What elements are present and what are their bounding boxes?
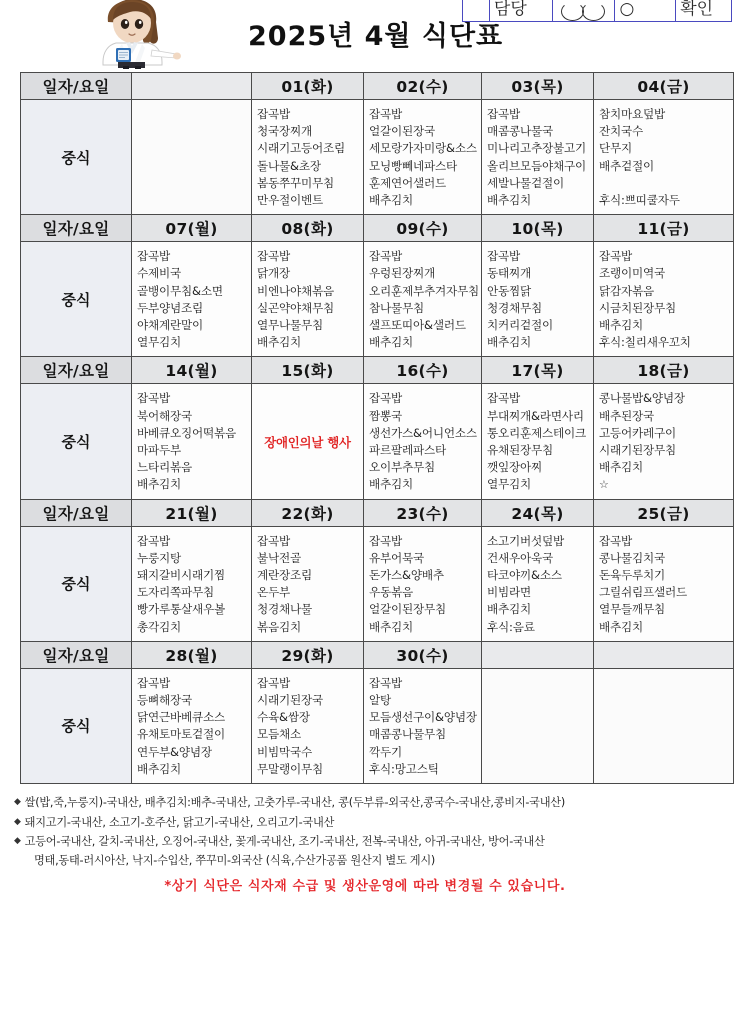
menu-item: 연두부&양념장 (137, 744, 212, 759)
menu-cell (252, 100, 364, 215)
menu-item: 배추김치 (369, 619, 413, 634)
week-header-row (21, 357, 734, 384)
menu-item: 배추김치 (487, 335, 531, 350)
menu-item: 잡곡밥 (257, 533, 290, 548)
menu-item: 도자리쪽파무침 (137, 585, 214, 600)
stamp-signature-ovals-icon (561, 2, 607, 20)
menu-cell (252, 242, 364, 357)
menu-item: 그릴쉬림프샐러드 (599, 585, 687, 600)
menu-item: 수제비국 (137, 266, 181, 281)
menu-item: 배추김치 (369, 335, 413, 350)
menu-item: 봄동쭈꾸미무침 (257, 175, 334, 190)
menu-item: 열무나물무침 (257, 318, 323, 333)
menu-item: 잡곡밥 (369, 533, 402, 548)
bullet-icon: ◆ (14, 797, 21, 808)
menu-item: 훈제연어샐러드 (369, 175, 446, 190)
change-notice: *상기 식단은 식자재 수급 및 생산운영에 따라 변경될 수 있습니다. (164, 879, 566, 895)
menu-item: 얼갈이된장무침 (369, 602, 446, 617)
bullet-icon: ◆ (14, 836, 21, 847)
menu-cell-empty (594, 668, 734, 783)
menu-item: 유채된장무침 (487, 443, 553, 458)
menu-item: 깻잎장아찌 (487, 460, 542, 475)
menu-cell (482, 100, 594, 215)
menu-item: 배추김치 (599, 318, 643, 333)
menu-cell (364, 526, 482, 641)
day-header: 03(목) (482, 73, 594, 100)
menu-item: 마파두부 (137, 443, 181, 458)
approval-stamp-box (462, 0, 732, 22)
menu-item: 잡곡밥 (599, 533, 632, 548)
week-menu-row (21, 384, 734, 499)
menu-item: 배추김치 (257, 335, 301, 350)
menu-item: 매콤콩나물무침 (369, 727, 446, 742)
menu-item: 열무김치 (487, 477, 531, 492)
origin-text: 쌀(밥,죽,누룽지)-국내산, 배추김치:배추-국내산, 고춧가루-국내산, 콩(두부류-외국산,콩국수-국내산,콩비지-국내산) (24, 796, 565, 810)
menu-cell (252, 668, 364, 783)
menu-cell (364, 100, 482, 215)
menu-item: 닭감자볶음 (599, 283, 654, 298)
menu-item: 잡곡밥 (137, 675, 170, 690)
page-title: 2025년 4월 식단표 (248, 21, 504, 52)
menu-item: 소고기버섯덮밥 (487, 533, 564, 548)
stamp-handwriting-3: 확인 (680, 0, 714, 19)
menu-item: 후식:칠리새우꼬치 (599, 335, 691, 350)
day-header-empty (594, 641, 734, 668)
day-header: 09(수) (364, 215, 482, 242)
origin-line-continuation: 명태,동태-러시아산, 낙지-수입산, 쭈꾸미-외국산 (식육,수산가공품 원산지 별도 게시) (34, 853, 436, 867)
menu-item: 온두부 (257, 585, 290, 600)
special-event-cell (252, 384, 364, 499)
menu-item: 알탕 (369, 693, 391, 708)
menu-item: 잡곡밥 (487, 249, 520, 264)
menu-item: 배추겉절이 (599, 158, 654, 173)
column-header-date-weekday: 일자/요일 (21, 641, 132, 668)
menu-item: 배추김치 (137, 761, 181, 776)
menu-item: 오리훈제부추겨자무침 (369, 283, 479, 298)
menu-cell (132, 384, 252, 499)
column-header-date-weekday: 일자/요일 (21, 357, 132, 384)
day-header: 01(화) (252, 73, 364, 100)
menu-item: 두부양념조림 (137, 300, 203, 315)
day-header: 25(금) (594, 499, 734, 526)
menu-cell (594, 384, 734, 499)
week-header-row (21, 73, 734, 100)
menu-item: 무말랭이무침 (257, 761, 323, 776)
day-header-empty (132, 73, 252, 100)
menu-cell-empty (482, 668, 594, 783)
day-header: 29(화) (252, 641, 364, 668)
page-header (0, 0, 753, 72)
menu-item: 후식:망고스틱 (369, 761, 439, 776)
menu-item: 모닝빵뻬네파스타 (369, 158, 457, 173)
menu-item: 샐프또띠아&샐러드 (369, 318, 466, 333)
origin-line (14, 813, 744, 833)
menu-item: 짬뽕국 (369, 408, 402, 423)
day-header: 28(월) (132, 641, 252, 668)
column-header-date-weekday: 일자/요일 (21, 73, 132, 100)
menu-item: 잡곡밥 (487, 391, 520, 406)
day-header: 22(화) (252, 499, 364, 526)
menu-item: 시래기고등어조림 (257, 141, 345, 156)
menu-item: 우렁된장찌개 (369, 266, 435, 281)
menu-item: 잡곡밥 (137, 533, 170, 548)
menu-cell (132, 242, 252, 357)
menu-item: 부대찌개&라면사리 (487, 408, 584, 423)
day-header: 14(월) (132, 357, 252, 384)
menu-item: 잡곡밥 (487, 107, 520, 121)
week-menu-row (21, 242, 734, 357)
menu-cell (132, 668, 252, 783)
menu-item: 우동볶음 (369, 585, 413, 600)
day-header: 08(화) (252, 215, 364, 242)
menu-item: 생선가스&어니언소스 (369, 425, 477, 440)
menu-cell (594, 100, 734, 215)
meal-type-label: 중식 (21, 242, 132, 357)
nutritionist-character-icon (78, 0, 188, 70)
column-header-date-weekday: 일자/요일 (21, 215, 132, 242)
menu-item: 잡곡밥 (369, 391, 402, 406)
week-header-row (21, 499, 734, 526)
menu-item: 안동찜닭 (487, 283, 531, 298)
day-header-empty (482, 641, 594, 668)
day-header: 17(목) (482, 357, 594, 384)
menu-item: 청경채나물 (257, 602, 312, 617)
menu-item: 만우절이벤트 (257, 193, 323, 208)
menu-item: 참치마요덮밥 (599, 107, 665, 121)
menu-item: 돈육두루치기 (599, 568, 665, 583)
menu-item: 등뼈해장국 (137, 693, 192, 708)
meal-type-label: 중식 (21, 668, 132, 783)
menu-cell (364, 242, 482, 357)
menu-item: 배추김치 (599, 619, 643, 634)
menu-item: 시래기된장무침 (599, 443, 676, 458)
origin-footer (14, 793, 744, 894)
menu-item: 빵가루통살새우볼 (137, 602, 225, 617)
menu-item: 모듬생선구이&양념장 (369, 710, 477, 725)
menu-item: 잡곡밥 (137, 249, 170, 264)
stamp-cell-1 (463, 0, 490, 21)
day-header: 02(수) (364, 73, 482, 100)
menu-item: 시금치된장무침 (599, 300, 676, 315)
day-header: 30(수) (364, 641, 482, 668)
column-header-date-weekday: 일자/요일 (21, 499, 132, 526)
menu-item: 잡곡밥 (599, 249, 632, 264)
menu-item: 오이부추무침 (369, 460, 435, 475)
menu-item: 잡곡밥 (257, 675, 290, 690)
week-header-row (21, 641, 734, 668)
week-menu-row (21, 100, 734, 215)
menu-item: 비빔막국수 (257, 744, 312, 759)
menu-item: 올리브모듬야채구이 (487, 158, 586, 173)
day-header: 15(화) (252, 357, 364, 384)
menu-item: 배추김치 (369, 193, 413, 208)
bullet-icon: ◆ (14, 816, 21, 827)
menu-cell (364, 384, 482, 499)
meal-type-label: 중식 (21, 526, 132, 641)
day-header: 10(목) (482, 215, 594, 242)
menu-item: 콩나물김치국 (599, 550, 665, 565)
menu-item: 건새우아욱국 (487, 550, 553, 565)
menu-item: ☆ (599, 478, 609, 492)
menu-item: 골뱅이무침&소면 (137, 283, 223, 298)
menu-item: 세모랑가자미랑&소스 (369, 141, 477, 156)
menu-item: 돼지갈비시래기찜 (137, 568, 225, 583)
week-menu-row (21, 526, 734, 641)
menu-item: 얼갈이된장국 (369, 124, 435, 139)
menu-item: 돈가스&양배추 (369, 568, 444, 583)
day-header: 18(금) (594, 357, 734, 384)
menu-item: 참나물무침 (369, 300, 424, 315)
origin-line (14, 793, 744, 813)
day-header: 07(월) (132, 215, 252, 242)
menu-cell (594, 242, 734, 357)
menu-item: 모듬채소 (257, 727, 301, 742)
menu-item: 열무들깨무침 (599, 602, 665, 617)
menu-item: 치커리겉절이 (487, 318, 553, 333)
menu-item: 매콤콩나물국 (487, 124, 553, 139)
menu-item: 미나리고추장불고기 (487, 141, 586, 156)
menu-item: 바베큐오징어떡볶음 (137, 425, 236, 440)
week-header-row (21, 215, 734, 242)
menu-item: 통오리훈제스테이크 (487, 425, 586, 440)
menu-item: 파르팔레파스타 (369, 443, 446, 458)
stamp-cell-5 (676, 0, 731, 21)
origin-line (14, 832, 744, 852)
menu-cell (132, 526, 252, 641)
stamp-handwriting-2: ○ (619, 0, 635, 19)
menu-item: 청국장찌개 (257, 124, 312, 139)
week-menu-row (21, 668, 734, 783)
stamp-cell-2 (490, 0, 553, 21)
menu-item: 잡곡밥 (257, 107, 290, 121)
menu-item: 불낙전골 (257, 550, 301, 565)
menu-item: 비엔나야채볶음 (257, 283, 334, 298)
menu-cell (482, 242, 594, 357)
stamp-handwriting-1: 담당 (493, 0, 527, 19)
menu-item: 잡곡밥 (257, 249, 290, 264)
menu-item: 배추김치 (137, 477, 181, 492)
menu-item: 깍두기 (369, 744, 402, 759)
menu-item: 돌나물&초장 (257, 158, 321, 173)
menu-item: 배추김치 (599, 460, 643, 475)
menu-cell (364, 668, 482, 783)
special-event-text: 장애인의날 행사 (264, 434, 351, 450)
day-header: 23(수) (364, 499, 482, 526)
menu-item: 배추김치 (487, 602, 531, 617)
menu-item: 콩나물밥&양념장 (599, 391, 685, 406)
menu-item: 수육&쌈장 (257, 710, 310, 725)
menu-item: 배추된장국 (599, 408, 654, 423)
menu-item: 비빔라면 (487, 585, 531, 600)
menu-item: 동태찌개 (487, 266, 531, 281)
menu-item: 시래기된장국 (257, 693, 323, 708)
menu-item: 잡곡밥 (369, 675, 402, 690)
menu-item: 조랭이미역국 (599, 266, 665, 281)
menu-item: 잡곡밥 (137, 391, 170, 406)
menu-cell (482, 384, 594, 499)
menu-item: 후식:쁘띠쿨자두 (599, 192, 680, 207)
day-header: 11(금) (594, 215, 734, 242)
menu-item: 닭연근바베큐소스 (137, 710, 225, 725)
stamp-cell-4 (615, 0, 676, 21)
menu-item: 잡곡밥 (369, 249, 402, 264)
menu-item: 실곤약야채무침 (257, 300, 334, 315)
origin-text: 고등어-국내산, 갈치-국내산, 오징어-국내산, 꽃게-국내산, 조기-국내산, 전복-국내산, 아귀-국내산, 방어-국내산 (24, 835, 545, 849)
menu-item: 후식:음료 (487, 619, 535, 634)
menu-item: 타코야끼&소스 (487, 568, 562, 583)
day-header: 21(월) (132, 499, 252, 526)
menu-item: 세발나물겉절이 (487, 175, 564, 190)
menu-item: 누룽지탕 (137, 550, 181, 565)
menu-item: 볶음김치 (257, 619, 301, 634)
menu-item: 유채토마토겉절이 (137, 727, 225, 742)
meal-plan-table (20, 72, 734, 784)
menu-item: 잡곡밥 (369, 107, 402, 121)
menu-item: 계란장조림 (257, 568, 312, 583)
stamp-cell-3 (553, 0, 616, 21)
menu-item: 느타리볶음 (137, 460, 192, 475)
menu-item: 배추김치 (369, 477, 413, 492)
menu-cell (482, 526, 594, 641)
menu-item: 북어해장국 (137, 408, 192, 423)
menu-item: 배추김치 (487, 193, 531, 208)
menu-item: 고등어카레구이 (599, 425, 676, 440)
menu-item: 유부어묵국 (369, 550, 424, 565)
meal-type-label: 중식 (21, 384, 132, 499)
menu-cell (252, 526, 364, 641)
menu-item: 닭개장 (257, 266, 290, 281)
day-header: 24(목) (482, 499, 594, 526)
day-header: 04(금) (594, 73, 734, 100)
menu-cell-empty (132, 100, 252, 215)
menu-cell (594, 526, 734, 641)
meal-type-label: 중식 (21, 100, 132, 215)
menu-item: 청경채무침 (487, 300, 542, 315)
menu-item: 잔치국수 (599, 124, 643, 139)
origin-text: 돼지고기-국내산, 소고기-호주산, 닭고기-국내산, 오리고기-국내산 (24, 815, 335, 829)
menu-item: 야채계란말이 (137, 318, 203, 333)
day-header: 16(수) (364, 357, 482, 384)
menu-item: 총각김치 (137, 619, 181, 634)
menu-item: 열무김치 (137, 335, 181, 350)
menu-item: 단무지 (599, 141, 632, 156)
